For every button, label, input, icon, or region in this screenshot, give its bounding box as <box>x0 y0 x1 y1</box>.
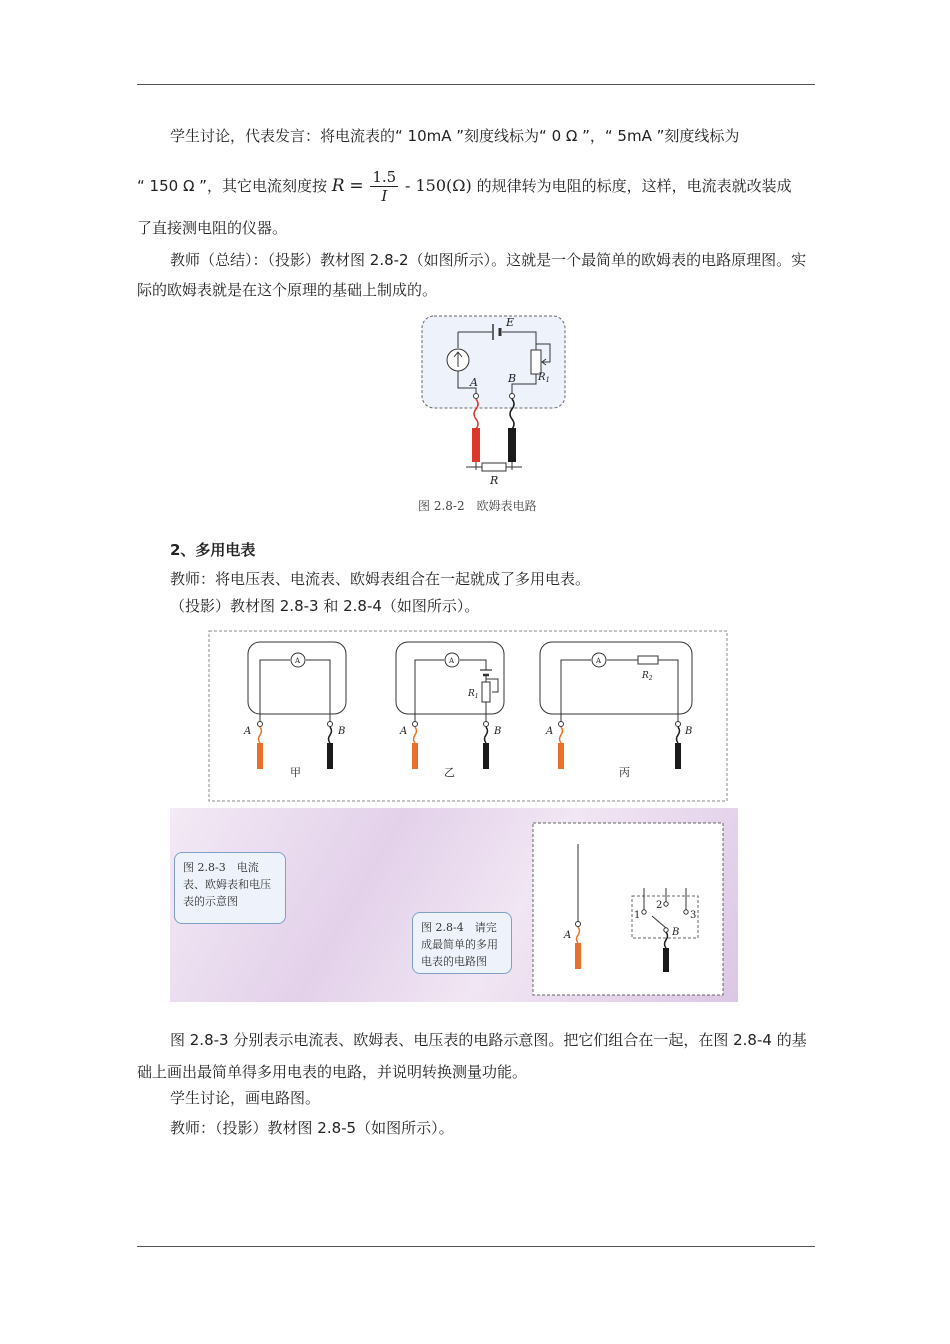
panel-jia-label: 甲 <box>290 766 301 779</box>
switch-label-3: 3 <box>690 910 697 921</box>
panel-bing-label-A: A <box>546 726 554 737</box>
header-rule <box>137 84 815 85</box>
multimeter-terminal-A <box>576 922 581 927</box>
formula-fraction <box>370 168 398 205</box>
red-probe <box>472 428 480 462</box>
panel-yi-terminal-B <box>484 722 489 727</box>
panel-jia-ammeter-symbol: A <box>295 657 301 665</box>
paragraph-1-line2 <box>137 164 815 208</box>
figure-meter-panels <box>208 630 728 802</box>
section-2-title: 2、多用电表 <box>170 541 256 559</box>
panel-bing-label: 丙 <box>619 766 630 779</box>
rheostat-icon <box>531 350 541 374</box>
panel-bing-orange-probe <box>558 743 564 769</box>
footer-rule <box>137 1246 815 1247</box>
note-figure-2-8-3: 图 2.8-3 电流表、欧姆表和电压表的示意图 <box>174 852 286 924</box>
paragraph-4: （投影）教材图 2.8-3 和 2.8-4（如图所示）。 <box>170 597 480 615</box>
formula-lhs: R <box>331 176 345 196</box>
terminal-A <box>474 394 479 399</box>
figure-multimeter-strip <box>170 808 738 1002</box>
panel-bing-ammeter-symbol: A <box>596 657 602 665</box>
multimeter-circuit-svg <box>532 822 724 998</box>
label-B: B <box>508 372 517 385</box>
formula-denominator: I <box>381 187 388 205</box>
note-figure-2-8-4: 图 2.8-4 请完成最简单的多用电表的电路图 <box>412 912 512 974</box>
switch-contact-2 <box>664 902 668 906</box>
terminal-B <box>510 394 515 399</box>
formula-numerator: 1.5 <box>372 168 397 186</box>
figure-ohmmeter-circuit <box>410 310 575 522</box>
label-E: E <box>506 316 515 329</box>
panel-bing-label-B: B <box>685 726 693 737</box>
panel-yi-label-A: A <box>400 726 408 737</box>
panel-jia-orange-probe <box>257 743 263 769</box>
panel-yi-black-probe <box>483 743 489 769</box>
paragraph-7: 教师：（投影）教材图 2.8-5（如图所示）。 <box>170 1119 454 1137</box>
meter-panels-svg <box>208 630 728 802</box>
panel-bing-resistor-icon <box>638 656 658 664</box>
panel-jia-label-B: B <box>338 726 346 737</box>
label-R1: $R_1$ <box>538 372 550 384</box>
paragraph-5: 图 2.8-3 分别表示电流表、欧姆表、电压表的电路示意图。把它们组合在一起，在图 2.8-4 的基础上画出最简单得多用电表的电路，并说明转换测量功能。 <box>137 1031 807 1081</box>
panel-jia-terminal-B <box>328 722 333 727</box>
panel-yi-ammeter-symbol: A <box>449 657 455 665</box>
switch-contact-3 <box>684 910 688 914</box>
label-A: A <box>470 376 478 389</box>
switch-label-2: 2 <box>656 900 663 911</box>
formula-eq: = <box>349 176 364 196</box>
paragraph-1-line2-pre: “ 150 Ω ”，其它电流刻度按 <box>137 177 327 195</box>
panel-yi-rheostat-icon <box>482 682 490 702</box>
formula-rest: - 150(Ω) <box>405 176 472 195</box>
paragraph-1-line1: 学生讨论，代表发言：将电流表的“ 10mA ”刻度线标为“ 0 Ω ”，“ 5mA ”刻度线标为 <box>170 127 740 145</box>
panel-yi-label: 乙 <box>444 766 455 779</box>
panel-bing-terminal-B <box>676 722 681 727</box>
figure-caption-2-8-2: 图 2.8-2 欧姆表电路 <box>418 499 537 513</box>
panel-yi-label-R1: $R_1$ <box>468 689 479 700</box>
panel-bing-box <box>540 642 692 714</box>
panel-bing-terminal-A <box>559 722 564 727</box>
panel-jia-label-A: A <box>244 726 252 737</box>
switch-contact-1 <box>642 910 646 914</box>
multimeter-label-B: B <box>672 927 680 938</box>
panel-yi-orange-probe <box>412 743 418 769</box>
paragraph-6: 学生讨论，画电路图。 <box>170 1089 321 1107</box>
ohmmeter-circuit-svg <box>410 310 575 522</box>
switch-label-1: 1 <box>634 910 641 921</box>
resistor-R-icon <box>482 463 506 471</box>
paragraph-3: 教师：将电压表、电流表、欧姆表组合在一起就成了多用电表。 <box>170 570 591 588</box>
paragraph-2: 教师（总结）：（投影）教材图 2.8-2（如图所示）。这就是一个最简单的欧姆表的电路原理图。实际的欧姆表就是在这个原理的基础上制成的。 <box>137 251 807 299</box>
black-probe <box>508 428 516 462</box>
panel-bing-label-R2: $R_2$ <box>642 671 653 682</box>
panel-yi-label-B: B <box>494 726 502 737</box>
panel-bing-black-probe <box>675 743 681 769</box>
panel-jia-black-probe <box>327 743 333 769</box>
panel-jia-terminal-A <box>258 722 263 727</box>
multimeter-orange-probe <box>575 943 581 969</box>
multimeter-label-A: A <box>564 930 572 941</box>
panel-yi-terminal-A <box>413 722 418 727</box>
paragraph-1-line3: 了直接测电阻的仪器。 <box>137 219 288 237</box>
multimeter-black-probe <box>663 948 669 972</box>
multimeter-terminal-B <box>664 928 668 932</box>
label-R: R <box>490 474 499 487</box>
paragraph-1-line2-post: 的规律转为电阻的标度，这样，电流表就改装成 <box>476 177 792 195</box>
